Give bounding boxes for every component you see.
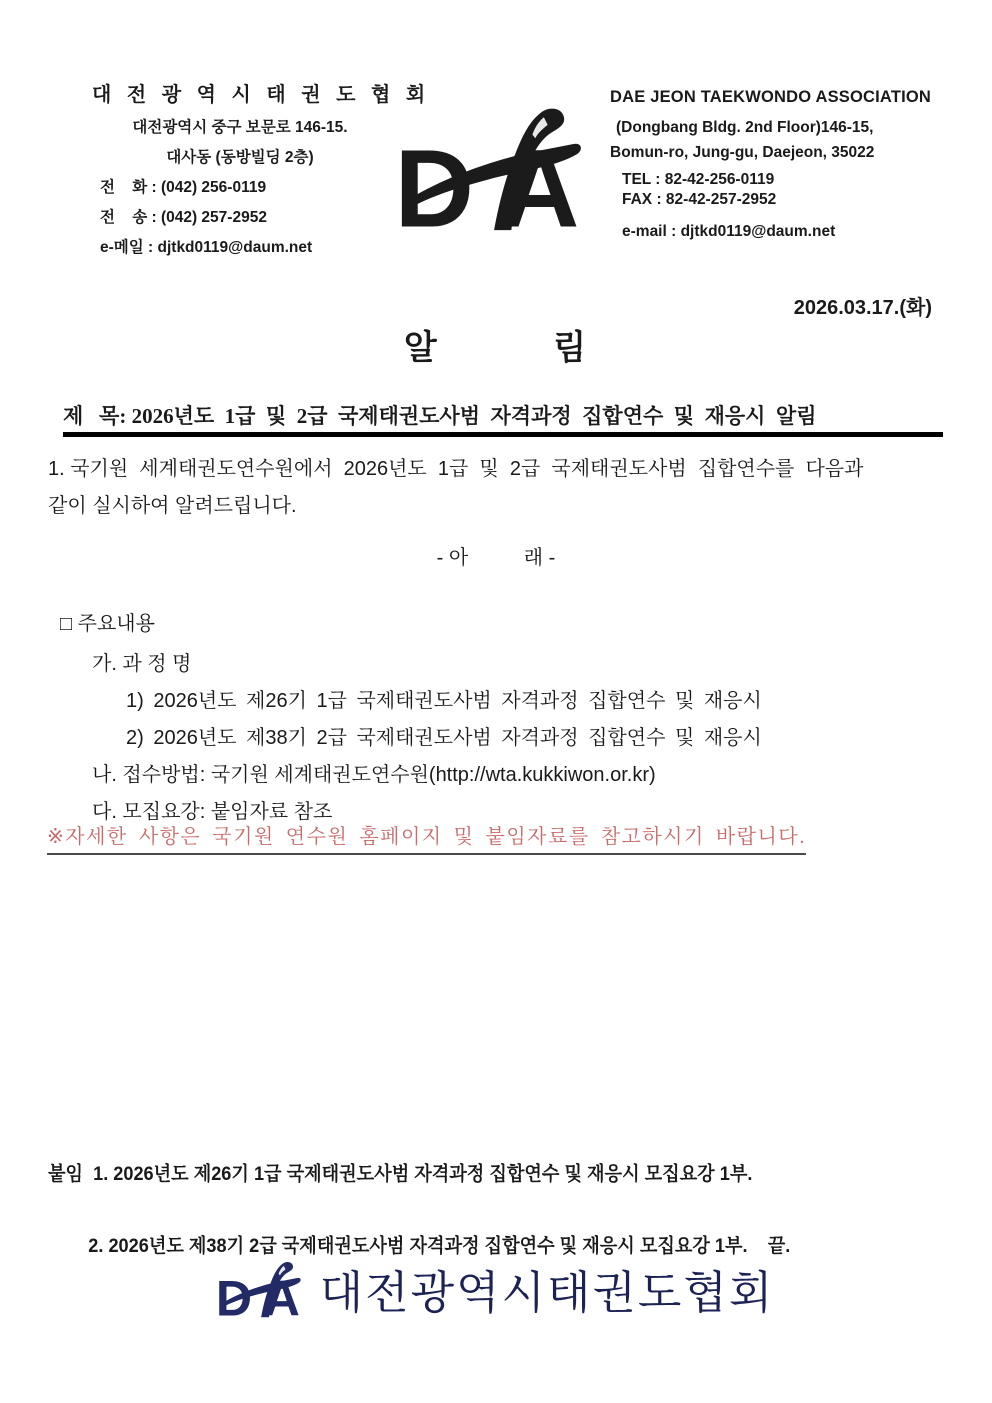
org-name-english: DAE JEON TAEKWONDO ASSOCIATION <box>610 88 932 106</box>
dta-logo-small <box>218 1258 306 1319</box>
org-fax-en: FAX : 82-42-257-2952 <box>622 191 777 208</box>
attachment-line-1: 붙임 1. 2026년도 제26기 1급 국제태권도사범 자격과정 집합연수 및 재응시 모집요강 1부. <box>48 1163 753 1185</box>
org-phone: 전 화 : (042) 256-0119 <box>100 179 267 196</box>
red-notice-text: ※자세한 사항은 국기원 연수원 홈페이지 및 붙임자료를 참고하시기 바랍니다. <box>47 820 806 855</box>
org-fax: 전 송 : (042) 257-2952 <box>100 209 267 226</box>
below-marker: - 아 래 - <box>436 547 556 569</box>
intro-paragraph <box>48 451 946 525</box>
dta-logo-icon <box>398 100 594 234</box>
org-email: e-메일 : djtkd0119@daum.net <box>100 239 313 256</box>
list-item-course-name-heading: 가. 과 정 명 <box>92 653 192 675</box>
subject-divider-rule <box>63 432 943 437</box>
org-email-en: e-mail : djtkd0119@daum.net <box>622 223 836 240</box>
org-address-line1: 대전광역시 중구 보문로 146-15. <box>132 119 348 136</box>
list-item-course-2: 2) 2026년도 제38기 2급 국제태권도사범 자격과정 집합연수 및 재응시 <box>126 727 762 749</box>
footer-org-name: 대전광역시태권도협회 <box>319 1268 775 1318</box>
org-address-en-line2: Bomun-ro, Jung-gu, Daejeon, 35022 <box>610 144 875 161</box>
notice-title: 알 림 <box>403 329 589 367</box>
list-item-recruitment-guide: 다. 모집요강: 붙임자료 참조 <box>92 801 333 823</box>
footer-signature <box>0 1256 992 1321</box>
dta-logo <box>398 100 594 234</box>
header-right-block <box>610 88 954 241</box>
list-item-application-method: 나. 접수방법: 국기원 세계태권도연수원(http://wta.kukkiwon.or.kr) <box>92 764 656 786</box>
document-date: 2026.03.17.(화) <box>793 297 932 319</box>
org-address-en-line1: (Dongbang Bldg. 2nd Floor)146-15, <box>616 119 874 136</box>
subject-line: 제 목: 2026년도 1급 및 2급 국제태권도사범 자격과정 집합연수 및 재응시 알림 <box>63 404 817 428</box>
intro-line2: 같이 실시하여 알려드립니다. <box>48 495 297 517</box>
org-tel-en: TEL : 82-42-256-0119 <box>622 171 775 188</box>
org-name-korean: 대 전 광 역 시 태 권 도 협 회 <box>92 84 431 106</box>
org-address-line2: 대사동 (동방빌딩 2층) <box>166 149 314 166</box>
header-left-block <box>92 78 431 257</box>
list-item-course-1: 1) 2026년도 제26기 1급 국제태권도사범 자격과정 집합연수 및 재응시 <box>126 690 762 712</box>
dta-logo-small-icon <box>218 1258 306 1319</box>
intro-line1: 1. 국기원 세계태권도연수원에서 2026년도 1급 및 2급 국제태권도사범 집합연수를 다음과 <box>48 458 864 480</box>
attachment-line-2: 2. 2026년도 제38기 2급 국제태권도사범 자격과정 집합연수 및 재응시 모집요강 1부. 끝. <box>48 1235 791 1257</box>
section-heading: □ 주요내용 <box>60 613 155 635</box>
